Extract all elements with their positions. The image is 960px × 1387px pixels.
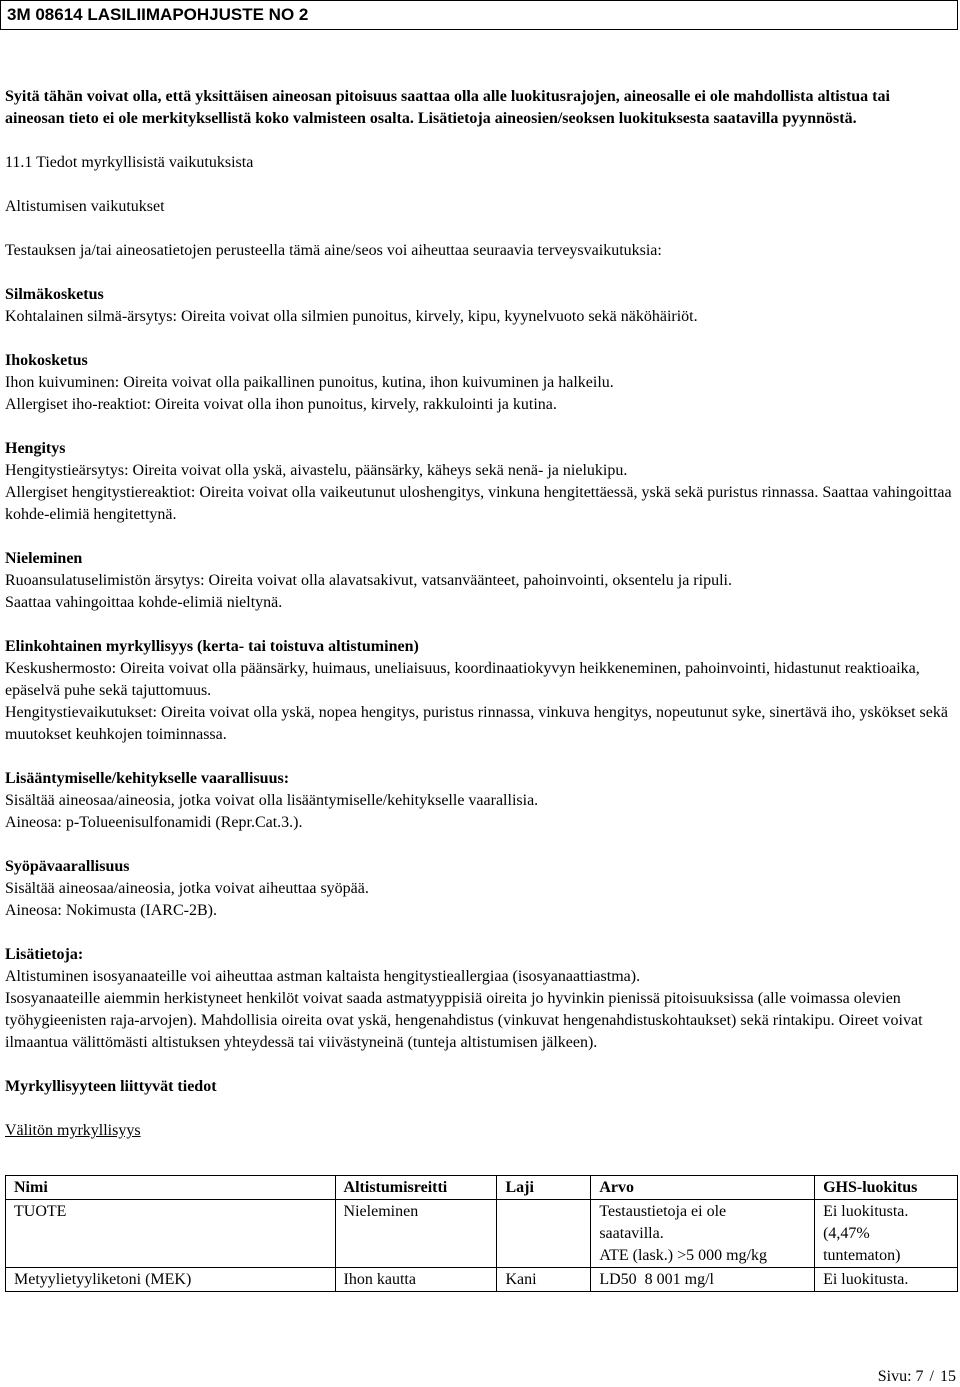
acute-toxicity-table-wrap bbox=[5, 1175, 958, 1292]
cell-route: Ihon kautta bbox=[335, 1268, 497, 1292]
col-header-value: Arvo bbox=[591, 1176, 815, 1200]
page-separator: / bbox=[929, 1368, 934, 1385]
additional-info-heading: Lisätietoja: bbox=[5, 946, 84, 963]
intro-paragraph: Syitä tähän voivat olla, että yksittäisen aineosan pitoisuus saattaa olla alle luokitusrajojen, aineosalle ei ole mahdollista altistua tai aineosan tieto ei ole merkityksellistä koko valmisteen osalta. Lisätietoja aineosien/seoksen luokituksesta saatavilla pyynnöstä. bbox=[5, 88, 890, 127]
page-number: 7 bbox=[915, 1368, 924, 1385]
cell-species: Kani bbox=[497, 1268, 591, 1292]
page-total: 15 bbox=[940, 1368, 956, 1385]
cell-value-line: ATE (lask.) >5 000 mg/kg bbox=[599, 1247, 767, 1264]
table-header-row bbox=[6, 1176, 958, 1200]
cell-species bbox=[497, 1200, 591, 1268]
page-footer bbox=[878, 1367, 956, 1387]
table-row bbox=[6, 1200, 958, 1268]
carcinogenicity-text-2: Aineosa: Nokimusta (IARC-2B). bbox=[5, 902, 217, 919]
inhalation-text-1: Hengitystieärsytys: Oireita voivat olla yskä, aivastelu, päänsärky, käheys sekä nenä- ja nielukipu. bbox=[5, 462, 628, 479]
cell-ghs bbox=[815, 1268, 958, 1292]
carcinogenicity-text-1: Sisältää aineosaa/aineosia, jotka voivat aiheuttaa syöpää. bbox=[5, 880, 369, 897]
document-body bbox=[5, 86, 953, 1142]
table-row bbox=[6, 1268, 958, 1292]
inhalation-text-2: Allergiset hengitystiereaktiot: Oireita voivat olla vaikeutunut uloshengitys, vinkuna hengitettäessä, yskä sekä puristus rinnassa. Saattaa vahingoittaa kohde-elimiä hengitettynä. bbox=[5, 484, 952, 523]
cell-value-line: Testaustietoja ei ole bbox=[599, 1203, 727, 1220]
cell-value-line: LD50 8 001 mg/l bbox=[599, 1271, 714, 1288]
inhalation-heading: Hengitys bbox=[5, 440, 66, 457]
reproductive-text-1: Sisältää aineosaa/aineosia, jotka voivat olla lisääntymiselle/kehitykselle vaarallisia. bbox=[5, 792, 539, 809]
cell-value bbox=[591, 1268, 815, 1292]
reproductive-text-2: Aineosa: p-Tolueenisulfonamidi (Repr.Cat.3.). bbox=[5, 814, 303, 831]
cell-ghs-line: (4,47% bbox=[823, 1225, 870, 1242]
cell-ghs-line: Ei luokitusta. bbox=[823, 1271, 909, 1288]
exposure-effects-heading: Altistumisen vaikutukset bbox=[5, 198, 165, 215]
col-header-species: Laji bbox=[497, 1176, 591, 1200]
acute-toxicity-table bbox=[5, 1175, 958, 1292]
ingestion-heading: Nieleminen bbox=[5, 550, 83, 567]
col-header-name: Nimi bbox=[6, 1176, 336, 1200]
organ-toxicity-text-1: Keskushermosto: Oireita voivat olla päänsärky, huimaus, uneliaisuus, koordinaatiokyvyn heikkeneminen, pahoinvointi, hidastunut reaktioaika, epäselvä puhe sekä tajuttomuus. bbox=[5, 660, 920, 699]
col-header-ghs: GHS-luokitus bbox=[815, 1176, 958, 1200]
reproductive-heading: Lisääntymiselle/kehitykselle vaarallisuus: bbox=[5, 770, 290, 787]
cell-ghs-line: tuntematon) bbox=[823, 1247, 901, 1264]
document-title: 3M 08614 LASILIIMAPOHJUSTE NO 2 bbox=[7, 5, 309, 24]
testing-basis-text: Testauksen ja/tai aineosatietojen perusteella tämä aine/seos voi aiheuttaa seuraavia terveysvaikutuksia: bbox=[5, 242, 662, 259]
page-label: Sivu: bbox=[877, 1368, 912, 1385]
cell-ghs bbox=[815, 1200, 958, 1268]
organ-toxicity-heading: Elinkohtainen myrkyllisyys (kerta- tai toistuva altistuminen) bbox=[5, 638, 419, 655]
organ-toxicity-text-2: Hengitystievaikutukset: Oireita voivat olla yskä, nopea hengitys, puristus rinnassa, vinkuva hengitys, nopeutunut syke, sinertävä iho, yskökset sekä muutokset keuhkojen toiminnassa. bbox=[5, 704, 948, 743]
col-header-route: Altistumisreitti bbox=[335, 1176, 497, 1200]
eye-contact-text: Kohtalainen silmä-ärsytys: Oireita voivat olla silmien punoitus, kirvely, kipu, kyynelvuoto sekä näköhäiriöt. bbox=[5, 308, 698, 325]
toxicity-data-heading: Myrkyllisyyteen liittyvät tiedot bbox=[5, 1078, 217, 1095]
cell-value-line: saatavilla. bbox=[599, 1225, 664, 1242]
skin-contact-text-1: Ihon kuivuminen: Oireita voivat olla paikallinen punoitus, kutina, ihon kuivuminen ja halkeilu. bbox=[5, 374, 614, 391]
ingestion-text-1: Ruoansulatuselimistön ärsytys: Oireita voivat olla alavatsakivut, vatsanväänteet, pahoinvointi, oksentelu ja ripuli. bbox=[5, 572, 732, 589]
section-11-1-title: 11.1 Tiedot myrkyllisistä vaikutuksista bbox=[5, 154, 254, 171]
additional-info-text-1: Altistuminen isosyanaateille voi aiheuttaa astman kaltaista hengitystieallergiaa (isosyanaattiastma). bbox=[5, 968, 641, 985]
acute-toxicity-heading: Välitön myrkyllisyys bbox=[5, 1122, 141, 1139]
cell-ghs-line: Ei luokitusta. bbox=[823, 1203, 909, 1220]
cell-value bbox=[591, 1200, 815, 1268]
skin-contact-heading: Ihokosketus bbox=[5, 352, 88, 369]
cell-route: Nieleminen bbox=[335, 1200, 497, 1268]
eye-contact-heading: Silmäkosketus bbox=[5, 286, 104, 303]
additional-info-text-2: Isosyanaateille aiemmin herkistyneet henkilöt voivat saada astmatyyppisiä oireita jo hyvinkin pienissä pitoisuuksissa (alle voimassa olevien työhygieenisten raja-arvojen). Mahdollisia oireita ovat yskä, hengenahdistus (vinkuvat hengenahdistuskohtaukset) sekä rintakipu. Oireet voivat ilmaantua välittömästi altistuksen yhteydessä tai viivästyneinä (tunteja altistumisen jälkeen). bbox=[5, 990, 923, 1051]
carcinogenicity-heading: Syöpävaarallisuus bbox=[5, 858, 130, 875]
cell-name: Metyylietyyliketoni (MEK) bbox=[6, 1268, 336, 1292]
document-header bbox=[0, 0, 958, 30]
cell-name: TUOTE bbox=[6, 1200, 336, 1268]
skin-contact-text-2: Allergiset iho-reaktiot: Oireita voivat olla ihon punoitus, kirvely, rakkulointi ja kutina. bbox=[5, 396, 557, 413]
ingestion-text-2: Saattaa vahingoittaa kohde-elimiä nieltynä. bbox=[5, 594, 283, 611]
